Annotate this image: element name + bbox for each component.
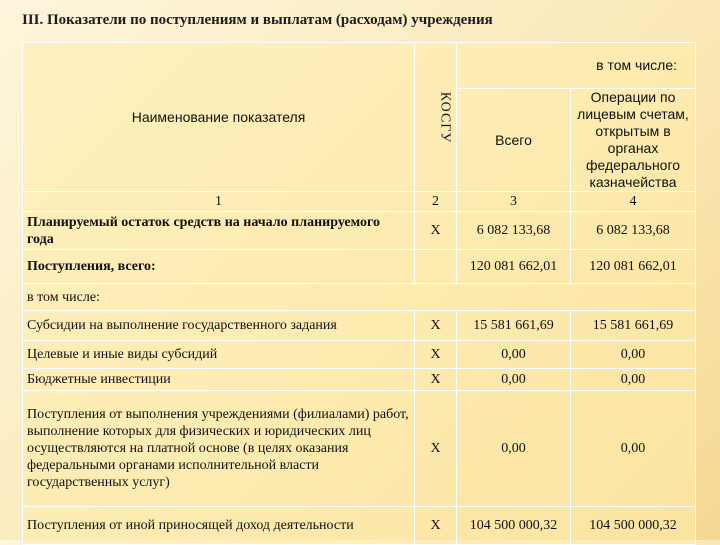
header-kosgu xyxy=(415,43,457,192)
row-name: Бюджетные инвестиции xyxy=(23,369,415,391)
column-number: 4 xyxy=(571,192,696,212)
row-kosgu: Х xyxy=(415,212,457,250)
row-total: 0,00 xyxy=(457,391,571,507)
table-row xyxy=(23,507,696,545)
row-total: 0,00 xyxy=(457,369,571,391)
row-total: 104 500 000,32 xyxy=(457,507,571,545)
table-row xyxy=(23,212,696,250)
table-row xyxy=(23,369,696,391)
row-kosgu: Х xyxy=(415,507,457,545)
row-name: в том числе: xyxy=(23,284,696,311)
table-row xyxy=(23,391,696,507)
income-table xyxy=(22,42,696,545)
row-kosgu: Х xyxy=(415,391,457,507)
row-kosgu: Х xyxy=(415,369,457,391)
kosgu-label: КОСГУ xyxy=(437,91,453,143)
row-operations: 104 500 000,32 xyxy=(571,507,696,545)
row-kosgu xyxy=(415,250,457,284)
row-kosgu: Х xyxy=(415,311,457,341)
row-total: 15 581 661,69 xyxy=(457,311,571,341)
row-name: Субсидии на выполнение государственного задания xyxy=(23,311,415,341)
row-operations: 0,00 xyxy=(571,369,696,391)
row-name: Поступления от выполнения учреждениями (филиалами) работ, выполнение которых для физических и юридических лиц осуществляются на платной основе (в целях оказания федеральными органами исполнительной власти государственных услуг) xyxy=(23,391,415,507)
header-operations: Операции по лицевым счетам, открытым в органах федерального казначейства xyxy=(571,89,696,192)
page-title: III. Показатели по поступлениям и выплатам (расходам) учреждения xyxy=(22,12,493,28)
table-row xyxy=(23,250,696,284)
header-total: Всего xyxy=(457,89,571,192)
row-operations: 15 581 661,69 xyxy=(571,311,696,341)
table-row xyxy=(23,284,696,311)
row-total: 6 082 133,68 xyxy=(457,212,571,250)
column-number: 3 xyxy=(457,192,571,212)
row-total: 120 081 662,01 xyxy=(457,250,571,284)
header-indicator-name: Наименование показателя xyxy=(23,43,415,192)
row-operations: 0,00 xyxy=(571,341,696,369)
header-including: в том числе: xyxy=(457,43,696,89)
row-name: Целевые и иные виды субсидий xyxy=(23,341,415,369)
row-operations: 120 081 662,01 xyxy=(571,250,696,284)
row-operations: 0,00 xyxy=(571,391,696,507)
header-row xyxy=(23,43,696,89)
row-operations: 6 082 133,68 xyxy=(571,212,696,250)
column-numbers-row xyxy=(23,192,696,212)
row-name: Планируемый остаток средств на начало планируемого года xyxy=(23,212,415,250)
table-row xyxy=(23,311,696,341)
row-kosgu: Х xyxy=(415,341,457,369)
table-row xyxy=(23,341,696,369)
column-number: 1 xyxy=(23,192,415,212)
column-number: 2 xyxy=(415,192,457,212)
row-name: Поступления от иной приносящей доход деятельности xyxy=(23,507,415,545)
row-name: Поступления, всего: xyxy=(23,250,415,284)
row-total: 0,00 xyxy=(457,341,571,369)
